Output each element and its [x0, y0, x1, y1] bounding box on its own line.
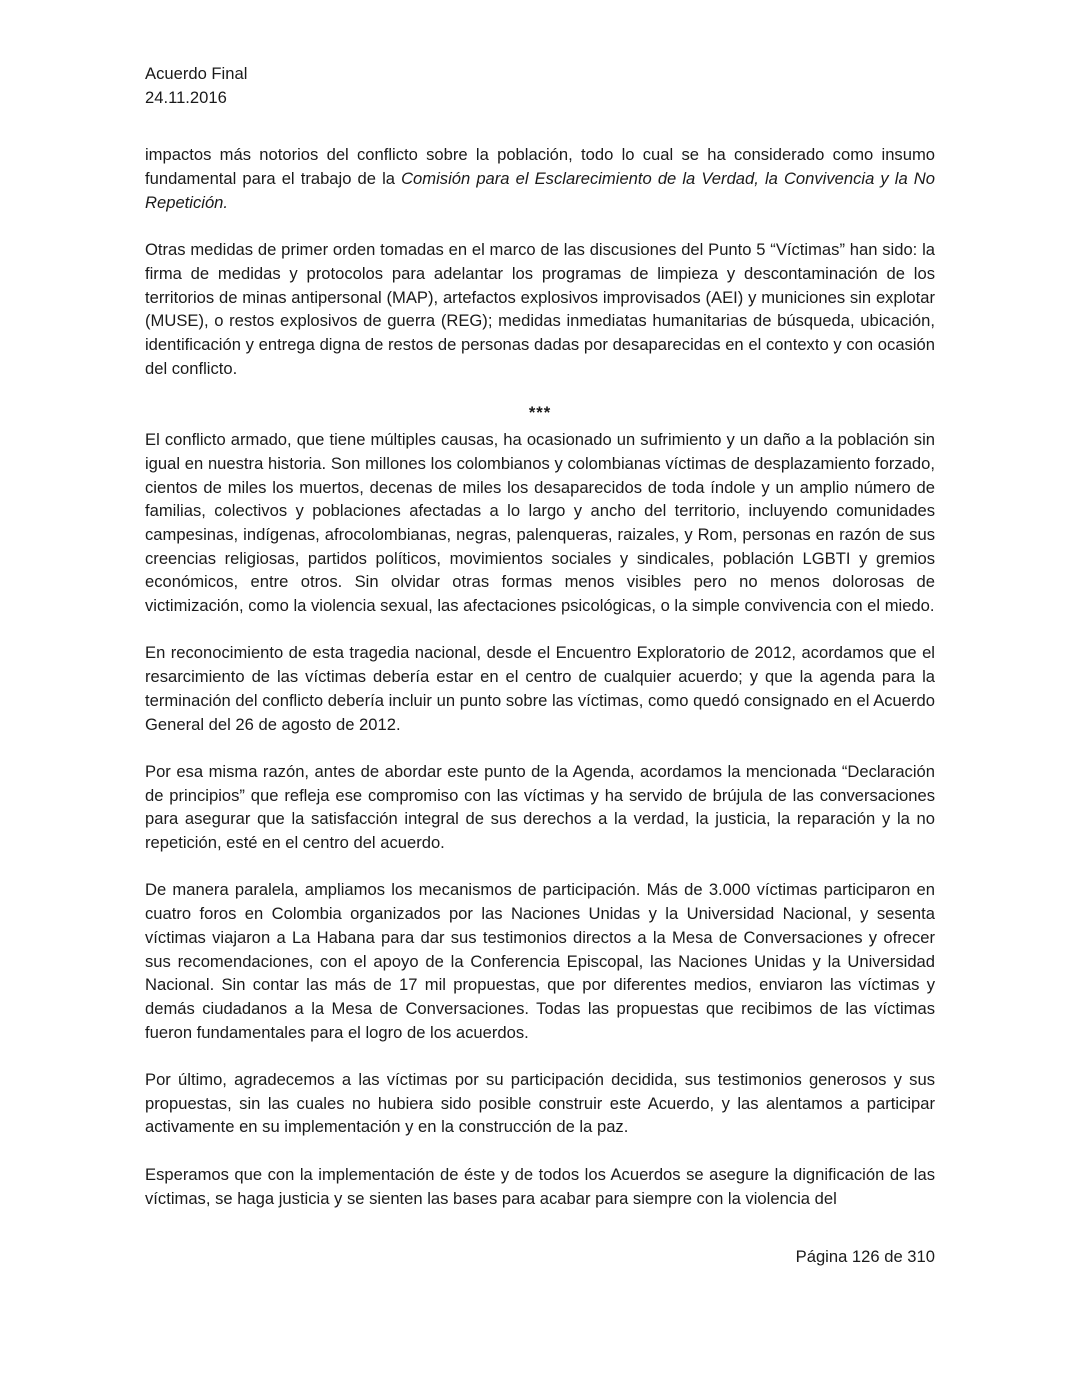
paragraph-4: En reconocimiento de esta tragedia nacional, desde el Encuentro Exploratorio de 2012, acordamos que el resarcimiento de las víctimas debería estar en el centro de cualquier acuerdo; y que la agenda para la terminación del conflicto debería incluir un punto sobre las víctimas, como quedó consignado en el Acuerdo General del 26 de agosto de 2012. [145, 643, 935, 734]
paragraph-6: De manera paralela, ampliamos los mecanismos de participación. Más de 3.000 víctimas participaron en cuatro foros en Colombia organizados por las Naciones Unidas y la Universidad Nacional, y sesenta víctimas viajaron a La Habana para dar sus testimonios directos a la Mesa de Conversaciones y ofrecer sus recomendaciones, con el apoyo de la Conferencia Episcopal, las Naciones Unidas y la Universidad Nacional. Sin contar las más de 17 mil propuestas, que por diferentes medios, enviaron las víctimas y demás ciudadanos a la Mesa de Conversaciones. Todas las propuestas que recibimos de las víctimas fueron fundamentales para el logro de los acuerdos. [145, 880, 935, 1042]
page-number: Página 126 de 310 [795, 1247, 935, 1266]
paragraph-7: Por último, agradecemos a las víctimas por su participación decidida, sus testimonios generosos y sus propuestas, sin las cuales no hubiera sido posible construir este Acuerdo, y las alentamos a participar activamente en su implementación y en la construcción de la paz. [145, 1070, 935, 1137]
paragraph-1 [145, 143, 935, 214]
commission-name-italic: Comisión para el Esclarecimiento de la Verdad, la Convivencia y la No Repetición. [145, 169, 936, 212]
section-separator: *** [528, 403, 552, 423]
paragraph-8: Esperamos que con la implementación de éste y de todos los Acuerdos se asegure la dignificación de las víctimas, se haga justicia y se sienten las bases para acabar para siempre con la violencia del [145, 1164, 935, 1208]
paragraph-1-text: impactos más notorios del conflicto sobre la población, todo lo cual se ha considerado como insumo fundamental para el trabajo de la [145, 145, 935, 189]
paragraph-5: Por esa misma razón, antes de abordar este punto de la Agenda, acordamos la mencionada “Declaración de principios” que refleja ese compromiso con las víctimas y ha servido de brújula de las conversaciones para asegurar que la satisfacción integral de sus derechos a la verdad, la justicia, la reparación y la no repetición, esté en el centro del acuerdo. [145, 761, 935, 853]
paragraph-2: Otras medidas de primer orden tomadas en el marco de las discusiones del Punto 5 “Víctimas” han sido: la firma de medidas y protocolos para adelantar los programas de limpieza y descontaminación de los territorios de minas antipersonal (MAP), artefactos explosivos improvisados (AEI) y municiones sin explotar (MUSE), o restos explosivos de guerra (REG); medidas inmediatas humanitarias de búsqueda, ubicación, identificación y entrega digna de restos de personas dadas por desaparecidas en el contexto y con ocasión del conflicto. [145, 240, 935, 378]
header-title: Acuerdo Final [145, 64, 248, 83]
paragraph-3: El conflicto armado, que tiene múltiples causas, ha ocasionado un sufrimiento y un daño a la población sin igual en nuestra historia. Son millones los colombianos y colombianas víctimas de desplazamiento forzado, cientos de miles los muertos, decenas de miles los desaparecidos de toda índole y un amplio número de familias, colectivos y poblaciones afectadas a lo largo y ancho del territorio, incluyendo comunidades campesinas, indígenas, afrocolombianas, negras, palenqueras, raizales, y Rom, personas en razón de sus creencias religiosas, partidos políticos, movimientos sociales y sindicales, población LGBTI y gremios económicos, entre otros. Sin olvidar otras formas menos visibles pero no menos dolorosas de victimización, como la violencia sexual, las afectaciones psicológicas, o la simple convivencia con el miedo. [145, 430, 935, 616]
header-date: 24.11.2016 [145, 87, 227, 107]
document-header [145, 62, 935, 109]
document-page [145, 62, 935, 1210]
